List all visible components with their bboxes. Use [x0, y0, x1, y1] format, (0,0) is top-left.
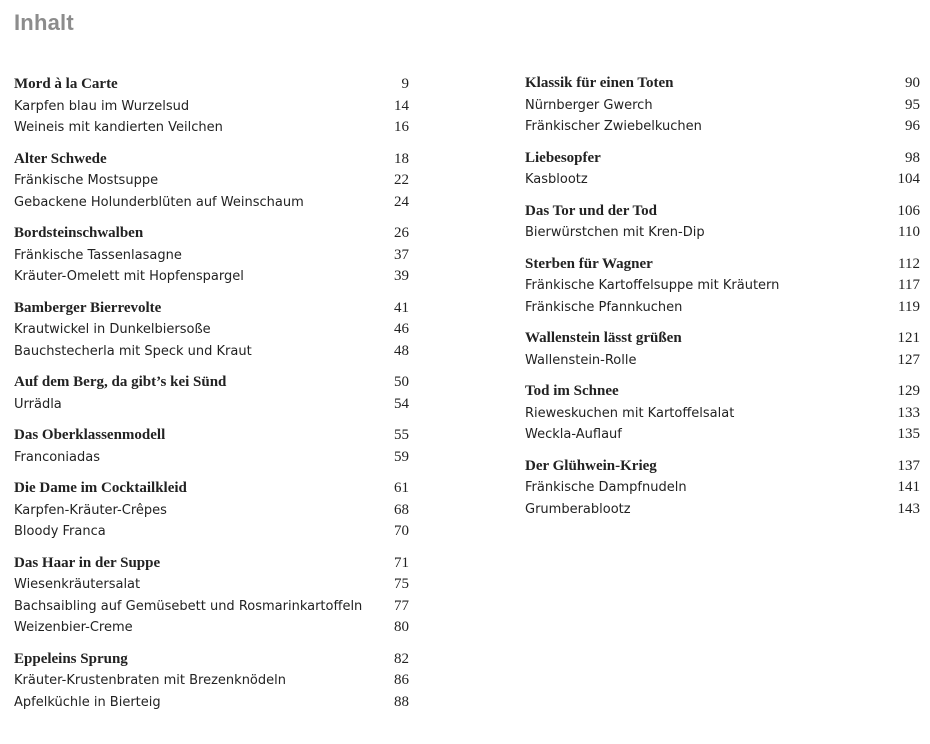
- toc-section: [14, 76, 409, 141]
- recipe-title: Nürnberger Gwerch: [525, 97, 653, 113]
- toc-section: [525, 256, 920, 321]
- chapter-page-number: 90: [905, 75, 920, 91]
- recipe-page-number: 88: [394, 693, 409, 710]
- recipe-title: Kräuter-Krustenbraten mit Brezenknödeln: [14, 673, 286, 688]
- chapter-row: [14, 651, 409, 673]
- recipe-title: Krautwickel in Dunkelbiersoße: [14, 322, 211, 337]
- chapter-title: Wallenstein lässt grüßen: [525, 330, 682, 346]
- recipe-page-number: 70: [394, 523, 409, 539]
- recipe-page-number: 119: [898, 298, 920, 315]
- chapter-title: Bordsteinschwalben: [14, 225, 144, 241]
- toc-section: [14, 427, 409, 470]
- toc-section: [525, 458, 920, 523]
- recipe-row: [14, 523, 409, 545]
- chapter-title: Auf dem Berg, da gibt’s kei Sünd: [14, 374, 227, 390]
- chapter-page-number: 129: [897, 383, 920, 399]
- recipe-title: Apfelküchle in Bierteig: [14, 694, 161, 710]
- recipe-row: [525, 118, 920, 140]
- recipe-page-number: 37: [394, 246, 409, 263]
- chapter-page-number: 61: [394, 480, 409, 496]
- chapter-row: [14, 300, 409, 322]
- chapter-row: [525, 150, 920, 172]
- recipe-title: Rieweskuchen mit Kartoffelsalat: [525, 405, 735, 421]
- chapter-page-number: 41: [394, 299, 409, 316]
- recipe-row: [14, 343, 409, 365]
- recipe-row: [14, 598, 409, 620]
- chapter-title: Das Tor und der Tod: [525, 202, 658, 219]
- chapter-page-number: 55: [394, 427, 409, 443]
- recipe-page-number: 68: [394, 501, 409, 518]
- recipe-page-number: 143: [897, 500, 920, 517]
- recipe-row: [525, 299, 920, 321]
- recipe-row: [525, 224, 920, 246]
- recipe-row: [14, 672, 409, 694]
- recipe-title: Wiesenkräutersalat: [14, 577, 141, 592]
- recipe-page-number: 135: [897, 426, 920, 442]
- chapter-title: Mord à la Carte: [14, 76, 118, 92]
- recipe-page-number: 24: [394, 193, 409, 210]
- chapter-row: [14, 480, 409, 502]
- chapter-page-number: 137: [897, 457, 920, 474]
- recipe-title: Kräuter-Omelett mit Hopfenspargel: [14, 269, 244, 284]
- toc-section: [525, 150, 920, 193]
- chapter-row: [14, 555, 409, 577]
- toc-left-column: [14, 76, 409, 725]
- chapter-row: [14, 225, 409, 247]
- chapter-page-number: 106: [897, 202, 920, 219]
- chapter-title: Das Haar in der Suppe: [14, 554, 161, 571]
- recipe-row: [525, 171, 920, 193]
- recipe-title: Wallenstein-Rolle: [525, 352, 637, 368]
- recipe-title: Bierwürstchen mit Kren-Dip: [525, 225, 705, 240]
- chapter-title: Klassik für einen Toten: [525, 75, 674, 91]
- recipe-row: [14, 194, 409, 216]
- recipe-title: Bauchstecherla mit Speck und Kraut: [14, 343, 252, 359]
- toc-section: [14, 555, 409, 641]
- recipe-page-number: 86: [394, 672, 409, 688]
- toc-section: [525, 203, 920, 246]
- chapter-page-number: 98: [905, 149, 920, 166]
- toc-section: [525, 330, 920, 373]
- recipe-title: Weineis mit kandierten Veilchen: [14, 120, 223, 135]
- chapter-row: [14, 76, 409, 98]
- chapter-row: [525, 203, 920, 225]
- toc-right-column: [525, 75, 920, 532]
- recipe-row: [14, 576, 409, 598]
- recipe-page-number: 110: [898, 224, 920, 240]
- recipe-page-number: 16: [394, 119, 409, 135]
- chapter-page-number: 26: [394, 225, 409, 241]
- recipe-row: [14, 268, 409, 290]
- recipe-title: Bloody Franca: [14, 524, 106, 539]
- chapter-title: Der Glühwein-Krieg: [525, 457, 657, 474]
- recipe-page-number: 46: [394, 321, 409, 337]
- chapter-page-number: 50: [394, 374, 409, 390]
- toc-section: [14, 651, 409, 716]
- recipe-row: [14, 172, 409, 194]
- chapter-page-number: 9: [401, 76, 409, 92]
- chapter-title: Liebesopfer: [525, 149, 601, 166]
- recipe-page-number: 95: [905, 96, 920, 113]
- toc-section: [525, 383, 920, 448]
- chapter-title: Bamberger Bierrevolte: [14, 299, 162, 316]
- recipe-title: Fränkische Dampfnudeln: [525, 480, 687, 495]
- toc-section: [14, 151, 409, 216]
- recipe-title: Franconiadas: [14, 449, 100, 465]
- chapter-title: Eppeleins Sprung: [14, 650, 128, 667]
- recipe-title: Urrädla: [14, 396, 62, 412]
- chapter-page-number: 112: [898, 255, 920, 272]
- recipe-title: Weckla-Auflauf: [525, 427, 622, 442]
- recipe-page-number: 14: [394, 97, 409, 114]
- recipe-row: [14, 119, 409, 141]
- recipe-row: [14, 619, 409, 641]
- recipe-title: Grumberablootz: [525, 501, 631, 517]
- chapter-page-number: 71: [394, 554, 409, 571]
- chapter-page-number: 18: [394, 150, 409, 167]
- toc-section: [525, 75, 920, 140]
- recipe-row: [14, 502, 409, 524]
- recipe-page-number: 39: [394, 268, 409, 284]
- chapter-title: Die Dame im Cocktailkleid: [14, 480, 187, 496]
- recipe-page-number: 77: [394, 597, 409, 614]
- chapter-title: Tod im Schnee: [525, 383, 619, 399]
- chapter-title: Sterben für Wagner: [525, 255, 653, 272]
- chapter-page-number: 82: [394, 650, 409, 667]
- recipe-row: [525, 97, 920, 119]
- recipe-title: Gebackene Holunderblüten auf Weinschaum: [14, 194, 304, 210]
- recipe-row: [14, 694, 409, 716]
- page-title: Inhalt: [14, 10, 74, 35]
- toc-section: [14, 300, 409, 365]
- chapter-row: [525, 383, 920, 405]
- recipe-title: Bachsaibling auf Gemüsebett und Rosmarinkartoffeln: [14, 598, 363, 614]
- recipe-page-number: 133: [897, 404, 920, 421]
- recipe-title: Fränkische Kartoffelsuppe mit Kräutern: [525, 278, 780, 293]
- recipe-page-number: 22: [394, 172, 409, 188]
- recipe-title: Fränkische Mostsuppe: [14, 173, 159, 188]
- recipe-row: [525, 426, 920, 448]
- recipe-row: [14, 247, 409, 269]
- recipe-page-number: 75: [394, 576, 409, 592]
- recipe-title: Karpfen-Kräuter-Crêpes: [14, 502, 167, 518]
- recipe-row: [525, 501, 920, 523]
- recipe-row: [525, 405, 920, 427]
- recipe-row: [525, 277, 920, 299]
- recipe-title: Fränkische Tassenlasagne: [14, 247, 182, 263]
- recipe-page-number: 59: [394, 448, 409, 465]
- recipe-row: [14, 396, 409, 418]
- recipe-row: [525, 479, 920, 501]
- chapter-row: [525, 75, 920, 97]
- chapter-row: [14, 374, 409, 396]
- chapter-page-number: 121: [897, 330, 920, 346]
- chapter-row: [525, 330, 920, 352]
- toc-section: [14, 374, 409, 417]
- recipe-page-number: 48: [394, 342, 409, 359]
- recipe-page-number: 96: [905, 118, 920, 134]
- chapter-title: Das Oberklassenmodell: [14, 427, 166, 443]
- chapter-row: [14, 427, 409, 449]
- recipe-title: Fränkische Pfannkuchen: [525, 299, 683, 315]
- chapter-title: Alter Schwede: [14, 150, 107, 167]
- recipe-page-number: 117: [898, 277, 920, 293]
- recipe-page-number: 104: [897, 171, 920, 187]
- recipe-page-number: 54: [394, 395, 409, 412]
- recipe-title: Karpfen blau im Wurzelsud: [14, 98, 190, 114]
- recipe-row: [14, 98, 409, 120]
- recipe-page-number: 127: [897, 351, 920, 368]
- recipe-title: Kasblootz: [525, 172, 588, 187]
- chapter-row: [525, 458, 920, 480]
- recipe-title: Weizenbier-Creme: [14, 620, 133, 635]
- toc-section: [14, 480, 409, 545]
- chapter-row: [14, 151, 409, 173]
- recipe-title: Fränkischer Zwiebelkuchen: [525, 119, 702, 134]
- toc-section: [14, 225, 409, 290]
- recipe-row: [14, 449, 409, 471]
- chapter-row: [525, 256, 920, 278]
- recipe-row: [14, 321, 409, 343]
- recipe-page-number: 141: [897, 479, 920, 495]
- recipe-row: [525, 352, 920, 374]
- recipe-page-number: 80: [394, 619, 409, 635]
